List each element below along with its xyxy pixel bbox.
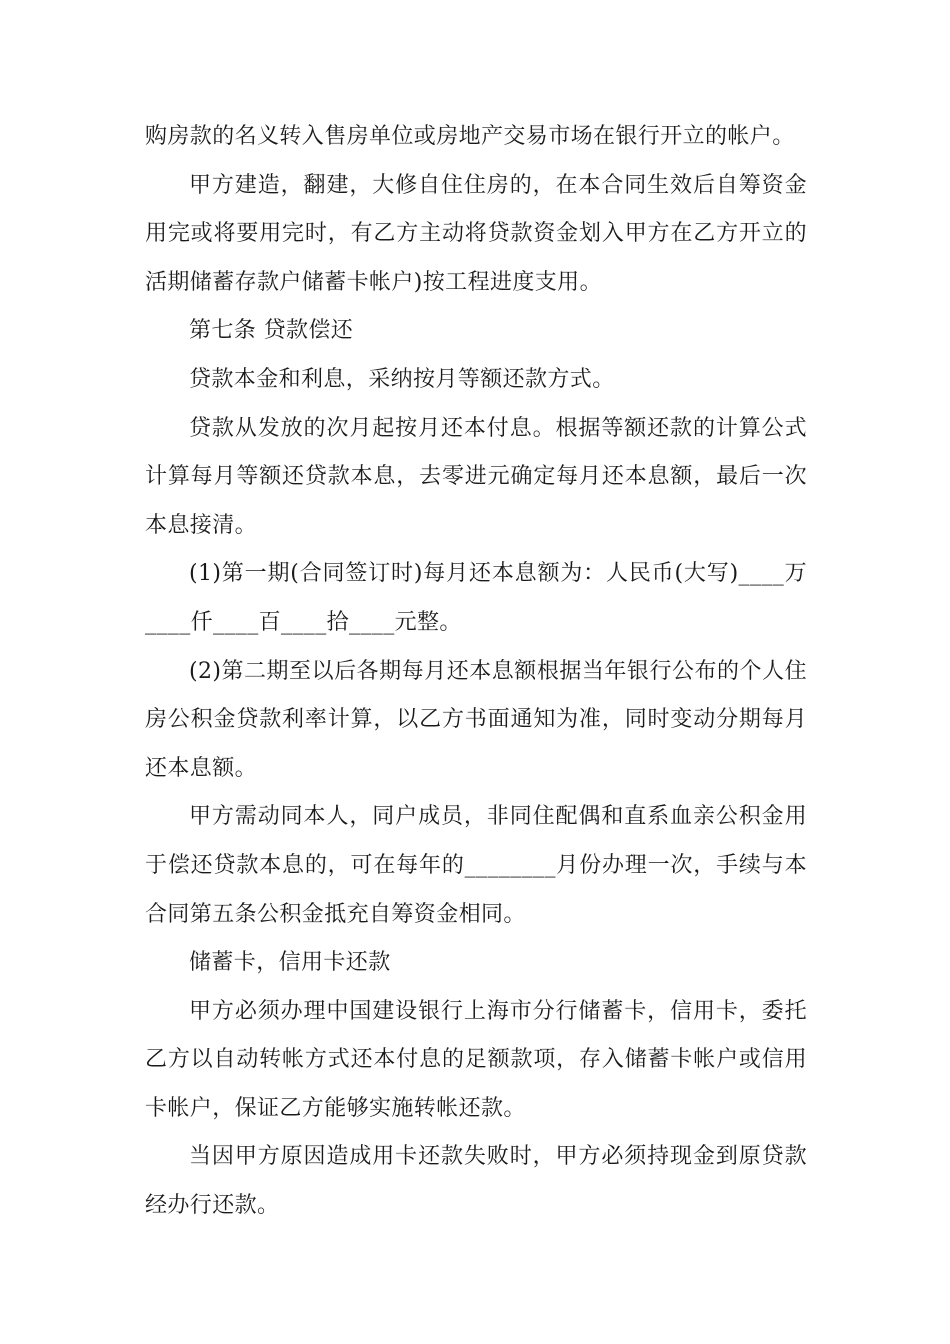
section-card-repayment-heading: 储蓄卡，信用卡还款 <box>189 950 391 976</box>
paragraph-continuation: 购房款的名义转入售房单位或房地产交易市场在银行开立的帐户。 <box>145 124 795 149</box>
paragraph-second-period: (2)第二期至以后各期每月还本息额根据当年银行公布的个人住房公积金贷款利率计算，以乙方书面通知为准，同时变动分期每月还本息额。 <box>145 658 807 781</box>
paragraph-first-period: (1)第一期(合同签订时)每月还本息额为：人民币(大写)____万____仟____百____拾____元整。 <box>145 561 807 635</box>
document-body <box>145 113 807 1231</box>
paragraph-repayment-method: 贷款本金和利息，采纳按月等额还款方式。 <box>189 366 615 392</box>
paragraph-card-requirement: 甲方必须办理中国建设银行上海市分行储蓄卡，信用卡，委托乙方以自动转帐方式还本付息的足额款项，存入储蓄卡帐户或信用卡帐户，保证乙方能够实施转帐还款。 <box>145 998 807 1121</box>
paragraph-repayment-schedule: 贷款从发放的次月起按月还本付息。根据等额还款的计算公式计算每月等额还贷款本息，去零进元确定每月还本息额，最后一次本息接清。 <box>145 415 807 538</box>
paragraph-provident-fund: 甲方需动同本人，同户成员，非同住配偶和直系血亲公积金用于偿还贷款本息的，可在每年的________月份办理一次，手续与本合同第五条公积金抵充自筹资金相同。 <box>145 804 807 927</box>
paragraph-construction-funds: 甲方建造，翻建，大修自住住房的，在本合同生效后自筹资金用完或将要用完时，有乙方主动将贷款资金划入甲方在乙方开立的活期储蓄存款户储蓄卡帐户)按工程进度支用。 <box>145 172 807 295</box>
article-seven-heading: 第七条 贷款偿还 <box>189 318 354 344</box>
paragraph-repayment-failure: 当因甲方原因造成用卡还款失败时，甲方必须持现金到原贷款经办行还款。 <box>145 1144 807 1219</box>
